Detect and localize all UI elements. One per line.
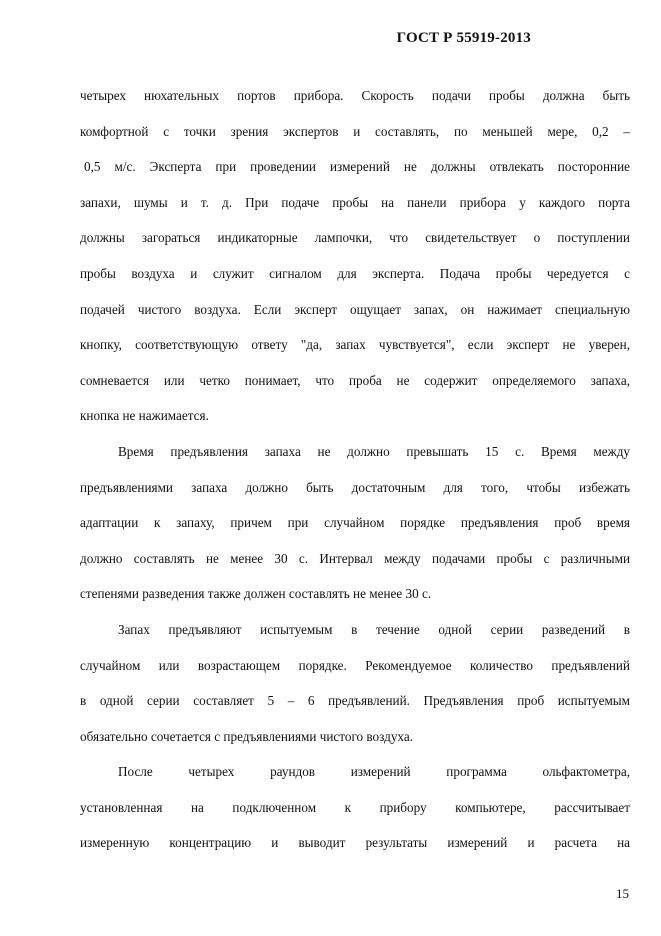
text-line: кнопка не нажимается. — [80, 408, 209, 424]
text-line: должны загораться индикаторные лампочки, что свидетельствует о поступлении — [80, 230, 630, 246]
body-text — [80, 86, 630, 869]
text-line: Запах предъявляют испытуемым в течение одной серии разведений в — [118, 621, 630, 637]
text-line: После четырех раундов измерений программа ольфактометра, — [118, 764, 630, 780]
text-line: адаптации к запаху, причем при случайном порядке предъявления проб время — [80, 515, 630, 531]
text-line: степенями разведения также должен составлять не менее 30 с. — [80, 586, 432, 602]
text-line: запахи, шумы и т. д. При подаче пробы на панели прибора у каждого порта — [80, 194, 630, 210]
text-line: установленная на подключенном к прибору компьютере, рассчитывает — [80, 799, 630, 815]
text-line: измеренную концентрацию и выводит результаты измерений и расчета на — [80, 835, 630, 851]
text-line: комфортной с точки зрения экспертов и составлять, по меньшей мере, 0,2 – — [80, 123, 630, 139]
text-line: в одной серии составляет 5 – 6 предъявлений. Предъявления проб испытуемым — [80, 693, 630, 709]
text-line: обязательно сочетается с предъявлениями чистого воздуха. — [80, 728, 413, 744]
text-line: 0,5 м/с. Эксперта при проведении измерений не должны отвлекать посторонние — [84, 159, 630, 175]
text-line: случайном или возрастающем порядке. Рекомендуемое количество предъявлений — [80, 657, 630, 673]
text-line: предъявлениями запаха должно быть достаточным для того, чтобы избежать — [80, 479, 630, 495]
text-line: подачей чистого воздуха. Если эксперт ощущает запах, он нажимает специальную — [80, 301, 630, 317]
text-line: пробы воздуха и служит сигналом для эксперта. Подача пробы чередуется с — [80, 265, 630, 281]
text-line: Время предъявления запаха не должно превышать 15 с. Время между — [118, 443, 630, 459]
text-line: сомневается или четко понимает, что проба не содержит определяемого запаха, — [80, 372, 630, 388]
document-code-header: ГОСТ Р 55919-2013 — [396, 30, 531, 46]
text-line: четырех нюхательных портов прибора. Скорость подачи пробы должна быть — [80, 88, 630, 103]
page-number: 15 — [616, 886, 629, 901]
text-line: должно составлять не менее 30 с. Интервал между подачами пробы с различными — [80, 550, 630, 566]
text-line: кнопку, соответствующую ответу "да, запах чувствуется", если эксперт не уверен, — [80, 337, 630, 353]
